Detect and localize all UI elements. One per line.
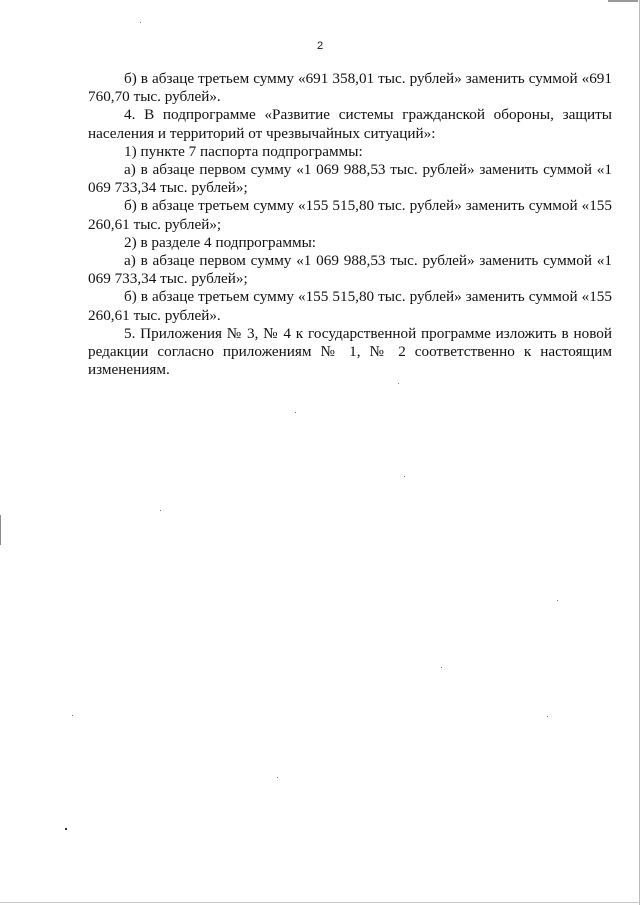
scan-speck [398, 383, 399, 384]
paragraph-4: а) в абзаце первом сумму «1 069 988,53 тыс. рублей» заменить суммой «1 069 733,34 тыс. рублей»; [88, 161, 612, 197]
scan-speck [277, 777, 278, 778]
scan-speck [72, 715, 73, 716]
scan-speck [547, 716, 548, 717]
scan-speck [557, 600, 558, 601]
scan-edge-left [0, 515, 1, 545]
paragraph-1: б) в абзаце третьем сумму «691 358,01 тыс. рублей» заменить суммой «691 760,70 тыс. рублей». [88, 70, 612, 106]
paragraph-6: 2) в разделе 4 подпрограммы: [124, 233, 316, 251]
paragraph-8: б) в абзаце третьем сумму «155 515,80 тыс. рублей» заменить суммой «155 260,61 тыс. рублей». [88, 288, 612, 324]
scan-speck [160, 510, 161, 511]
scan-speck [441, 667, 442, 668]
paragraph-3: 1) пункте 7 паспорта подпрограммы: [124, 142, 363, 160]
paragraph-5: б) в абзаце третьем сумму «155 515,80 тыс. рублей» заменить суммой «155 260,61 тыс. рублей»; [88, 197, 612, 233]
paragraph-9: 5. Приложения № 3, № 4 к государственной программе изложить в новой редакции согласно приложениям № 1, № 2 соответственно к настоящим изменениям. [88, 324, 612, 379]
scan-speck [65, 828, 67, 830]
scan-speck [140, 22, 141, 23]
scan-edge-top-right [608, 0, 638, 2]
page-number: 2 [316, 40, 324, 52]
paragraph-2: 4. В подпрограмме «Развитие системы гражданской обороны, защиты населения и территорий от чрезвычайных ситуаций»: [88, 106, 612, 142]
scan-speck [295, 412, 296, 413]
scan-speck [404, 476, 405, 477]
document-body [88, 70, 612, 379]
paragraph-7: а) в абзаце первом сумму «1 069 988,53 тыс. рублей» заменить суммой «1 069 733,34 тыс. рублей»; [88, 252, 612, 288]
scan-edge-bottom [0, 902, 640, 903]
